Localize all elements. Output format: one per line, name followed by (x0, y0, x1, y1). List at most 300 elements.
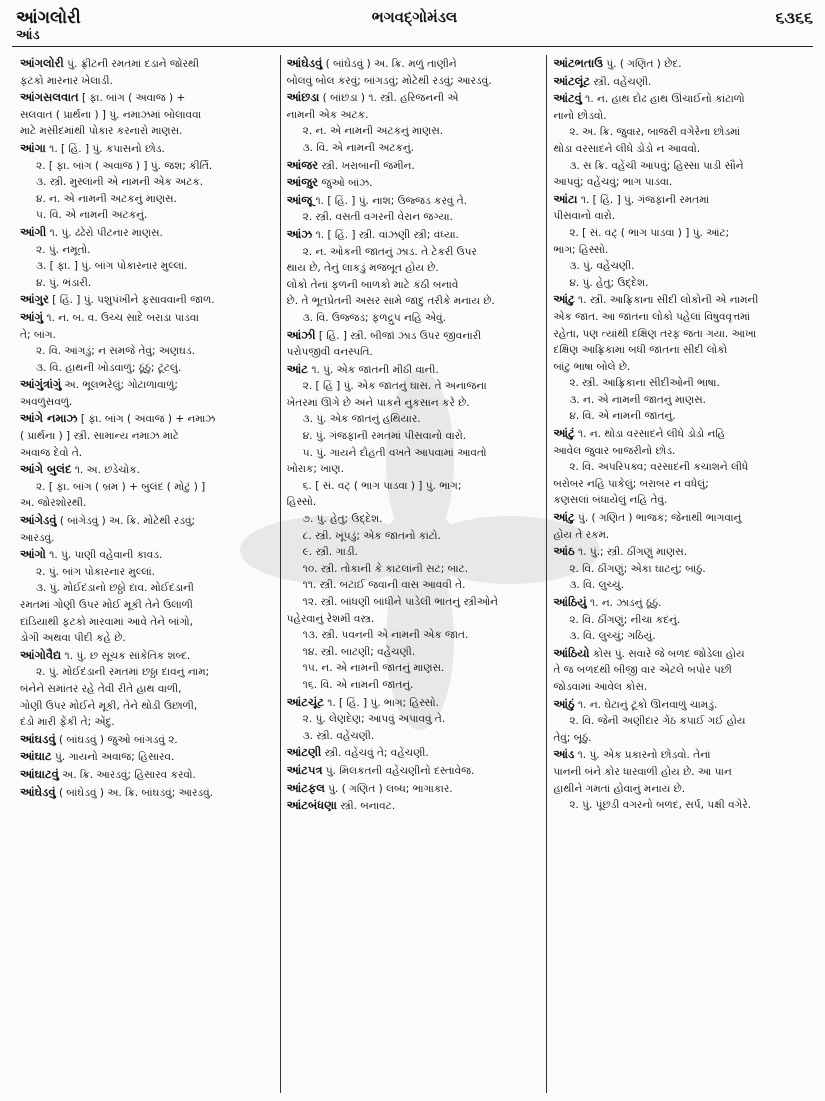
definition-text: ૪. ન. એ નામની અટકનું માણસ. (36, 192, 177, 205)
entry-continuation (20, 275, 274, 292)
definition-text: નામની એક અટક. (286, 108, 369, 121)
definition-text: ૧. પું. પાણી વહેવાની કાવડ. (45, 549, 163, 562)
headword: આંઠું (553, 696, 575, 711)
entry-continuation (553, 628, 807, 645)
entry-line (20, 512, 274, 530)
entry-continuation (553, 679, 807, 696)
headword: આંટભતાઉ (553, 56, 604, 70)
entry-line (20, 546, 274, 564)
entry-continuation (553, 443, 807, 460)
entry-line (20, 410, 274, 428)
definition-text: ૧. ન. થોડા વરસાદને લીધે ડોડો નહિ (574, 428, 726, 441)
definition-text: પરોપજીવી વનસ્પતિ. (286, 346, 373, 359)
headword: આંગો (20, 547, 46, 562)
definition-text: ૪. વિ. એ નામની જાતનું. (569, 410, 676, 423)
definition-text: [ ફા. બાંગ ( અવાજ ) + (78, 92, 186, 105)
definition-text: ૧. [ હિં. ] પું. ગંજફાની રમતમાં (577, 193, 710, 206)
headword: આંડ (553, 747, 575, 762)
definition-text: ૩. પું. એક જાતનું હથિયાર. (302, 413, 421, 426)
definition-text: આરડવું. (20, 531, 55, 544)
definition-text: ૨. વિ. આંગડું; ન સમજે તેવું; અણઘડ. (36, 345, 196, 358)
entry-continuation (287, 627, 541, 644)
definition-text: માટે મસીદમાંથી પોકાર કરનારો માણસ. (20, 125, 183, 138)
entry-continuation (20, 360, 274, 377)
dictionary-columns (14, 55, 813, 1093)
header-title: ભગવદ્ગોમંડલ (371, 8, 458, 26)
entry-line (287, 797, 541, 815)
headword: આંગોવૈદ્ય (20, 647, 62, 662)
definition-text: તે; બાંગ. (20, 328, 56, 341)
entry-continuation (287, 577, 541, 594)
definition-text: ૧. પું. એક જાતની મીઠી વાની. (308, 363, 439, 376)
definition-text: કોસ પું. સવારે જે બળદ જોડેલા હોય (589, 647, 745, 660)
definition-text: ૧૩. સ્ત્રી. પવનની એ નામની એક જાત. (302, 629, 469, 642)
entry-line (553, 90, 807, 108)
definition-text: પહેરવાનું રેશમી વસ્ત્ર. (286, 612, 375, 625)
definition-text: ફટકો મારનાર ખેલાડી. (20, 74, 113, 87)
entry-continuation (287, 660, 541, 677)
entry-continuation (553, 662, 807, 679)
headword: આંજર (286, 157, 319, 172)
definition-text: દંડો મારી ફેંકી તે; એંદુ. (20, 716, 115, 729)
definition-text: ૨. પું. નમૂતો. (36, 243, 91, 256)
entry-continuation (287, 293, 541, 310)
definition-text: ૪. પું. હેતુ; ઉદ્દેશ. (569, 276, 649, 289)
headword: આંછડા (286, 90, 320, 105)
definition-text: ૫. પું. ગાયને દોહતી વખતે આપવામાં આવતો (302, 446, 487, 459)
headword: આંઘેડવું (286, 56, 323, 70)
headword: આંગું (20, 309, 44, 324)
entry-line (553, 73, 807, 91)
definition-text: ( બાંઘેડવું ) અ. ક્રિ. બાંઘડવું; આરડવું. (55, 786, 214, 799)
headword: આંઘેડવું (20, 784, 56, 799)
entry-line (287, 744, 541, 762)
definition-text: ૧૧. સ્ત્રી. બટાઈ જવાની વાસ આવવી તે. (302, 579, 466, 592)
entry-continuation (553, 258, 807, 275)
definition-text: ( બાંછડા ) ૧. સ્ત્રી. હરિજનની એ (319, 92, 459, 105)
definition-text: અવાજ દેવો તે. (20, 446, 83, 459)
definition-text: પીસવાનો વારો. (553, 210, 616, 223)
entry-continuation (287, 561, 541, 578)
entry-continuation (287, 310, 541, 327)
entry-continuation (553, 326, 807, 343)
definition-text: ૩. પું. મોઈદંડાનો છઠ્ઠો દાવ. મોઈદંડાની (36, 582, 194, 595)
entry-line (20, 89, 274, 107)
definition-text: ૧. પું.; સ્ત્રી. ઠીંગણું માણસ. (574, 546, 688, 559)
entry-continuation (20, 258, 274, 275)
definition-text: ૧. ન. ઘેટાનું ટૂંકો ઊનવાળું ચામડું. (574, 698, 718, 711)
entry-line (287, 327, 541, 345)
headword: આંટણી (286, 745, 322, 760)
column-2 (280, 55, 547, 1093)
entry-continuation (553, 527, 807, 544)
entry-continuation (287, 140, 541, 157)
headword: આંટુ (553, 292, 575, 307)
headword: આંજૂ (286, 192, 313, 207)
entry-continuation (553, 124, 807, 141)
definition-text: થોડા વરસાદને લીધે ડોડો ન આવવો. (553, 142, 701, 155)
entry-line (553, 425, 807, 443)
entry-line (553, 509, 807, 527)
entry-continuation (287, 511, 541, 528)
entry-continuation (20, 495, 274, 512)
definition-text: હિસ્સો. (286, 496, 317, 509)
definition-text: જુઓ બાંઝ. (318, 177, 373, 190)
definition-text: ખોરાક; ખાણ. (286, 463, 344, 476)
definition-text: પું. ( ગણિત ) છેદ. (603, 58, 682, 70)
definition-text: ૪. પું. ગંજફાની રમતમાં પીસવાનો વારો. (302, 430, 467, 443)
entry-continuation (553, 359, 807, 376)
definition-text: દક્ષિણ આફ્રિકામાં બધી જાતના સીદી લોકો (553, 344, 728, 357)
entry-continuation (20, 174, 274, 191)
entry-line (20, 647, 274, 665)
entry-continuation (287, 494, 541, 511)
entry-continuation (553, 225, 807, 242)
headword: આંટબંધણા (286, 798, 337, 813)
entry-continuation (553, 459, 807, 476)
definition-text: અવળુંસવળું. (20, 395, 73, 408)
definition-text: ૧. ન. બ. વ. ઉચ્ચ સાદે બરાડા પાડવા (43, 311, 199, 324)
definition-text: ૨. પું. મોઈદંડાની રમતમાં છઠ્ઠા દાવનું નામ; (36, 666, 210, 679)
header-guide-subword: આંડ (16, 28, 40, 43)
definition-text: ૨. સ્ત્રી. આફ્રિકાના સીદીઓની ભાષા. (569, 377, 720, 390)
headword: આંઠ (553, 544, 575, 559)
definition-text: તે જ બળદથી બીજી વાર એટલે બપોર પછી (553, 664, 732, 677)
definition-text: ૩. વિ. ઉજ્જડ; ફળદ્રુપ નહિ એવું. (302, 311, 446, 324)
header-guide-word: આંગલોરી (16, 8, 81, 28)
definition-text: ૨. સ્ત્રી. વસતી વગરની વેરાન જગ્યા. (302, 211, 453, 224)
definition-text: બાંટુ ભાષા બોલે છે. (553, 360, 631, 373)
definition-text: પું. ગાયનો અવાજ; હિસારવ. (51, 751, 175, 764)
definition-text: ૨. [ ફા. બાંગ ( અવાજ ) ] પું. જશ; કીર્તિ. (36, 159, 213, 172)
definition-text: [ હિં. ] સ્ત્રી. બીજાં ઝાડ ઉપર જીવનારી (315, 329, 482, 342)
definition-text: ૧. [ હિં. ] પું. નાશ; ઉજ્જડ કરવું તે. (312, 194, 468, 207)
definition-text: ૨. ન. ઓકની જાતનું ઝાડ. તે ટેકરી ઉપર (302, 245, 477, 258)
header-rule (12, 46, 813, 47)
entry-continuation (287, 209, 541, 226)
entry-line (20, 291, 274, 309)
entry-line (287, 694, 541, 712)
definition-text: ૧૪. સ્ત્રી. બાટણી; વહેંચણી. (302, 645, 416, 658)
definition-text: ૩. વિ. એ નામની અટકનું. (302, 141, 415, 154)
entry-line (20, 784, 274, 802)
headword: આંગેડવું (20, 513, 57, 528)
entry-continuation (287, 728, 541, 745)
entry-continuation (287, 428, 541, 445)
definition-text: ૨. વિ. અપરિપક્વ; વરસાદની કચાશને લીધે (569, 461, 749, 474)
definition-text: ૩. સ્ત્રી. મુસ્લાંની એ નામની એક અટક. (36, 176, 204, 189)
entry-line (20, 376, 274, 394)
definition-text: ૧. ન. હાથ દોઢ હાથ ઊંચાઈનો કાંટાળો (581, 93, 745, 106)
entry-continuation (553, 342, 807, 359)
entry-line (287, 55, 541, 73)
entry-continuation (553, 174, 807, 191)
definition-text: ૫. વિ. એ નામની અટકનું. (36, 209, 148, 222)
entry-line (287, 192, 541, 210)
entry-continuation (553, 577, 807, 594)
definition-text: ૨. પું. પૂંછડી વગરનો બળદ, સર્પ, પક્ષી વગેરે. (569, 799, 752, 812)
definition-text: હાથીને ગમતાં હોવાનું મનાય છે. (553, 782, 686, 795)
definition-text: રહેતા, પણ ત્યાંથી દક્ષિણ તરફ જતા ગયા. આખા (553, 327, 757, 340)
definition-text: ૧૫. ન. એ નામની જાતનું માણસ. (302, 662, 445, 675)
definition-text: ૩. વિ. લુચ્ચું. (569, 579, 624, 592)
definition-text: થાય છે, તેનું લાકડું મજબૂત હોય છે. (286, 262, 439, 275)
definition-text: ૮. સ્ત્રી. ખૂંપડું; એક જાતનો કાંટો. (302, 529, 441, 542)
entry-line (287, 174, 541, 192)
definition-text: ૧. ન. ઝાડનું ઠૂંઠું. (586, 597, 662, 609)
column-3 (546, 55, 813, 1093)
headword: આંઝ (286, 226, 313, 241)
definition-text: ૩. [ ફા. ] પું. બાંગ પોકારનાર મુલ્લાં. (36, 260, 188, 273)
entry-line (20, 731, 274, 749)
definition-text: ભાગ; હિસ્સો. (553, 243, 609, 256)
entry-continuation (553, 309, 807, 326)
entry-line (553, 696, 807, 714)
headword: આંગુંત્રાંગું (20, 377, 62, 392)
entry-line (287, 762, 541, 780)
entry-continuation (287, 677, 541, 694)
headword: આંગસલવાત (20, 90, 79, 105)
headword: આંઘડવું (20, 731, 56, 746)
entry-continuation (287, 378, 541, 395)
entry-continuation (287, 260, 541, 277)
definition-text: સ્ત્રી. બનાવટ. (336, 800, 396, 813)
entry-continuation (20, 191, 274, 208)
definition-text: ( બાંઘડવું ) જુઓ બાંગડવું ૨. (55, 733, 178, 746)
definition-text: પું. ( ગણિત ) લબ્ધ; ભાગાકાર. (324, 782, 453, 795)
entry-continuation (20, 664, 274, 681)
definition-text: હોય તે રકમ. (553, 528, 610, 541)
entry-continuation (553, 561, 807, 578)
entry-continuation (287, 73, 541, 90)
entry-continuation (20, 580, 274, 597)
entry-continuation (553, 492, 807, 509)
entry-line (287, 157, 541, 175)
definition-text: [ હિં. ] પું. પશુપંખીને ફસાવવાની જાળ. (48, 294, 215, 307)
entry-continuation (553, 375, 807, 392)
headword: આંઘાટવું (20, 766, 59, 781)
entry-line (20, 140, 274, 158)
definition-text: રમતમાં ગોણી ઉપર મોઈ મૂકી તેને ઉલાળી (20, 599, 193, 611)
entry-line (553, 543, 807, 561)
entry-line (20, 309, 274, 327)
entry-continuation (553, 797, 807, 814)
page-number: ૬૩૬૬ (775, 8, 813, 27)
definition-text: સ્ત્રી. ખરાબાની જમીન. (318, 159, 415, 172)
entry-continuation (20, 698, 274, 715)
definition-text: નાનો છોડવો. (553, 109, 607, 122)
definition-text: દાંડિયાથી ફટકો મારવામાં આવે તેને બાંગો, (20, 615, 193, 628)
definition-text: બોલવું બોલ કરવું; બાંગડવું; મોટેથી રડવું; આરડવું. (286, 74, 492, 87)
headword: આંટપત્ર (286, 762, 323, 777)
definition-text: ૨. પું. બાંગ પોકારનાર મુલ્લાં. (36, 565, 156, 578)
definition-text: છે. તે ભૂતપ્રેતની અસર સામે જાદુ તરીકે મનાય છે. (286, 295, 495, 308)
entry-continuation (20, 107, 274, 124)
entry-continuation (553, 392, 807, 409)
headword: આંટલૂંટ (553, 73, 591, 88)
definition-text: ૧. [ હિં. ] પું. ભાગ; હિસ્સો. (323, 696, 439, 709)
entry-continuation (20, 343, 274, 360)
entry-continuation (20, 630, 274, 647)
entry-continuation (287, 594, 541, 611)
definition-text: પું. મિલકતની વહેંચણીનો દસ્તાવેજ. (322, 764, 475, 777)
entry-continuation (20, 428, 274, 445)
entry-continuation (20, 242, 274, 259)
entry-continuation (20, 681, 274, 698)
entry-continuation (553, 275, 807, 292)
entry-continuation (287, 395, 541, 412)
headword: આંગે બુલંદ (20, 462, 72, 477)
definition-text: અ. ક્રિ. આરડવું; હિસારવ કરવો. (58, 768, 196, 781)
headword: આંઠિયો (553, 645, 590, 660)
definition-text: ૨. [ ફા. બાંગ ( બ્રમ ) + બુલંદ ( મોટું ) ] (36, 480, 206, 493)
definition-text: તેવું; બૂઠું. (553, 731, 592, 744)
headword: આંટ (286, 361, 308, 376)
headword: આંટફલ (286, 780, 325, 795)
entry-line (287, 226, 541, 244)
entry-line (287, 89, 541, 107)
definition-text: ૧૨. સ્ત્રી. બાંધણી બાંધીને પાડેલી ભાતનું સ્ત્રીઓને (302, 596, 498, 608)
definition-text: ૧. પું. છ સૂચક સાંકેતિક શબ્દ. (61, 649, 191, 662)
definition-text: ૨. ન. એ નામની અટકનું માણસ. (302, 125, 444, 138)
entry-continuation (553, 108, 807, 125)
definition-text: ૧૬. વિ. એ નામની જાતનું. (302, 678, 414, 691)
headword: આંગુર (20, 292, 49, 307)
definition-text: ૬. [ સં. વટ્ ( ભાગ પાડવા ) ] પું. ભાગ; (302, 479, 462, 492)
entry-continuation (20, 564, 274, 581)
definition-text: ૭. પું. હેતુ; ઉદ્દેશ. (302, 513, 383, 526)
entry-continuation (287, 611, 541, 628)
entry-continuation (20, 714, 274, 731)
entry-continuation (287, 644, 541, 661)
entry-continuation (287, 411, 541, 428)
definition-text: ડોગી અથવા પીદી કહે છે. (20, 632, 126, 645)
entry-continuation (20, 327, 274, 344)
headword: આંટુ (553, 510, 575, 525)
definition-text: બંનેને સમાંતર રહે તેવી રીતે હાથ વાળી, (20, 682, 182, 695)
entry-continuation (553, 476, 807, 493)
definition-text: ૩. ન. એ નામની જાતનું માણસ. (569, 393, 706, 406)
entry-line (553, 746, 807, 764)
entry-line (553, 645, 807, 663)
definition-text: ૧. પું. ઢંઢેરો પીટનાર માણસ. (46, 226, 163, 239)
definition-text: ગોણી ઉપર મોઈને મૂકી, તેને થોડી ઉછાળી, (20, 699, 198, 712)
definition-text: એક જાત. આ જાતના લોકો પહેલાં વિષુવવૃત્તમાં (553, 310, 751, 323)
definition-text: ૧. અ. છડેચોક. (71, 464, 140, 477)
entry-continuation (553, 141, 807, 158)
definition-text: ૩. પું. વહેંચણી. (569, 260, 635, 273)
headword: આંગે નમાઝ (20, 411, 78, 426)
entry-continuation (287, 344, 541, 361)
entry-continuation (287, 528, 541, 545)
definition-text: ૨. વિ. ઠીંગણું; નીચા કદનું. (569, 613, 681, 626)
entry-continuation (20, 73, 274, 90)
entry-continuation (553, 242, 807, 259)
definition-text: ૨. વિ. જેની અણીદાર ગેંઠ કપાઈ ગઈ હોય (569, 715, 746, 728)
entry-continuation (553, 612, 807, 629)
definition-text: ૪. પું. ભંડારી. (36, 276, 92, 289)
entry-continuation (553, 713, 807, 730)
definition-text: ૧૦. સ્ત્રી. તોકાની કે કાટલાંની સટ; બાટ. (302, 562, 469, 575)
entry-continuation (287, 478, 541, 495)
entry-line (553, 291, 807, 309)
entry-line (287, 780, 541, 798)
definition-text: આવેલ જુવાર બાજરીનો છોડ. (553, 444, 676, 457)
headword: આંઝી (286, 327, 316, 342)
definition-text: ૧. સ્ત્રી. આફ્રિકાના સીદી લોકોની એ નામની (574, 294, 759, 307)
entry-continuation (287, 107, 541, 124)
entry-continuation (287, 244, 541, 261)
entry-line (553, 55, 807, 73)
column-1 (14, 55, 280, 1093)
headword: આંઘાટ (20, 749, 52, 764)
definition-text: અ. જોરશોરથી. (20, 497, 87, 510)
entry-continuation (20, 479, 274, 496)
entry-continuation (20, 614, 274, 631)
definition-text: સલવાત ( પ્રાર્થના ) ] પું. નમાઝમાં બોલાવવા (20, 108, 202, 121)
definition-text: ૯. સ્ત્રી. ગાડી. (302, 546, 358, 559)
definition-text: ( પ્રાર્થના ) ] સ્ત્રી. સામાન્ય નમાઝ માટે (20, 430, 180, 443)
headword: આંજુર (286, 175, 319, 190)
entry-line (20, 55, 274, 73)
headword: આંટું (553, 426, 575, 441)
definition-text: ૧. [ હિં. ] સ્ત્રી. વાંઝણી સ્ત્રી; વંધ્યા. (312, 228, 459, 241)
definition-text: ૩. સ્ત્રી. વહેંચણી. (302, 729, 375, 742)
entry-line (553, 191, 807, 209)
definition-text: અ. ભૂલભરેલું; ગોટાળાવાળું; (61, 379, 178, 392)
entry-continuation (20, 207, 274, 224)
entry-continuation (553, 781, 807, 798)
definition-text: પું. ફ્રીટની રમતમાં દડાને જોરથી (63, 58, 199, 70)
entry-line (20, 748, 274, 766)
entry-continuation (553, 208, 807, 225)
headword: આંટચૂંટ (286, 694, 324, 709)
entry-continuation (287, 445, 541, 462)
entry-line (287, 361, 541, 379)
definition-text: ૨. વિ. ઠીંગણું; એકા ઘાટનું; બાંઠું. (569, 562, 706, 575)
definition-text: બરોબર નહિ પાકેલું; બરાબર ન વધેલું; (553, 477, 709, 490)
entry-continuation (20, 394, 274, 411)
definition-text: ૨. પું. લેણદેણ; આપવું અપાવવું તે. (302, 713, 446, 726)
entry-continuation (553, 408, 807, 425)
definition-text: ( બાંગેડવું ) અ. ક્રિ. મોટેથી રડવું; (56, 515, 196, 528)
definition-text: આપવું; વહેંચવું; ભાગ પાડવા. (553, 176, 673, 189)
entry-continuation (20, 123, 274, 140)
definition-text: ૧. [ હિં. ] પું. કપાસનો છોડ. (45, 142, 165, 155)
headword: આંટા (553, 191, 578, 206)
headword: આંગા (20, 140, 46, 155)
page-header (16, 8, 813, 43)
entry-continuation (553, 158, 807, 175)
entry-continuation (287, 123, 541, 140)
headword: આંઠિયું (553, 595, 587, 609)
entry-continuation (20, 445, 274, 462)
entry-continuation (287, 461, 541, 478)
headword: આંટવું (553, 91, 582, 106)
definition-text: સ્ત્રી. વહેંચવું તે; વહેંચણી. (321, 747, 429, 760)
definition-text: ૩. વિ. લુચ્ચું; ગઠિયું. (569, 630, 656, 643)
definition-text: ૨. અ. ક્રિ. જુવાર, બાજરી વગેરેના છોડમાં (569, 126, 741, 139)
definition-text: પું. ( ગણિત ) ભાજક; જેનાથી ભાગવાનું (574, 512, 742, 525)
definition-text: લોકો તેનાં ફળની બાળકો માટે કંઠી બનાવે (286, 278, 459, 291)
definition-text: જોડવામાં આવેલ કોસ. (553, 680, 648, 693)
definition-text: ૩. વિ. હાથની ખોડવાળું; ઠૂંઠું; ટૂંટલું. (36, 361, 182, 374)
headword: આંગી (20, 224, 47, 239)
definition-text: પાનની બંને કોર ધારવાળી હોય છે. આ પાન (553, 765, 732, 778)
entry-continuation (20, 530, 274, 547)
headword: આંગલોરી (20, 56, 64, 70)
definition-text: ખેતરમાં ઊગે છે અને પાકને નુકસાન કરે છે. (286, 396, 470, 409)
